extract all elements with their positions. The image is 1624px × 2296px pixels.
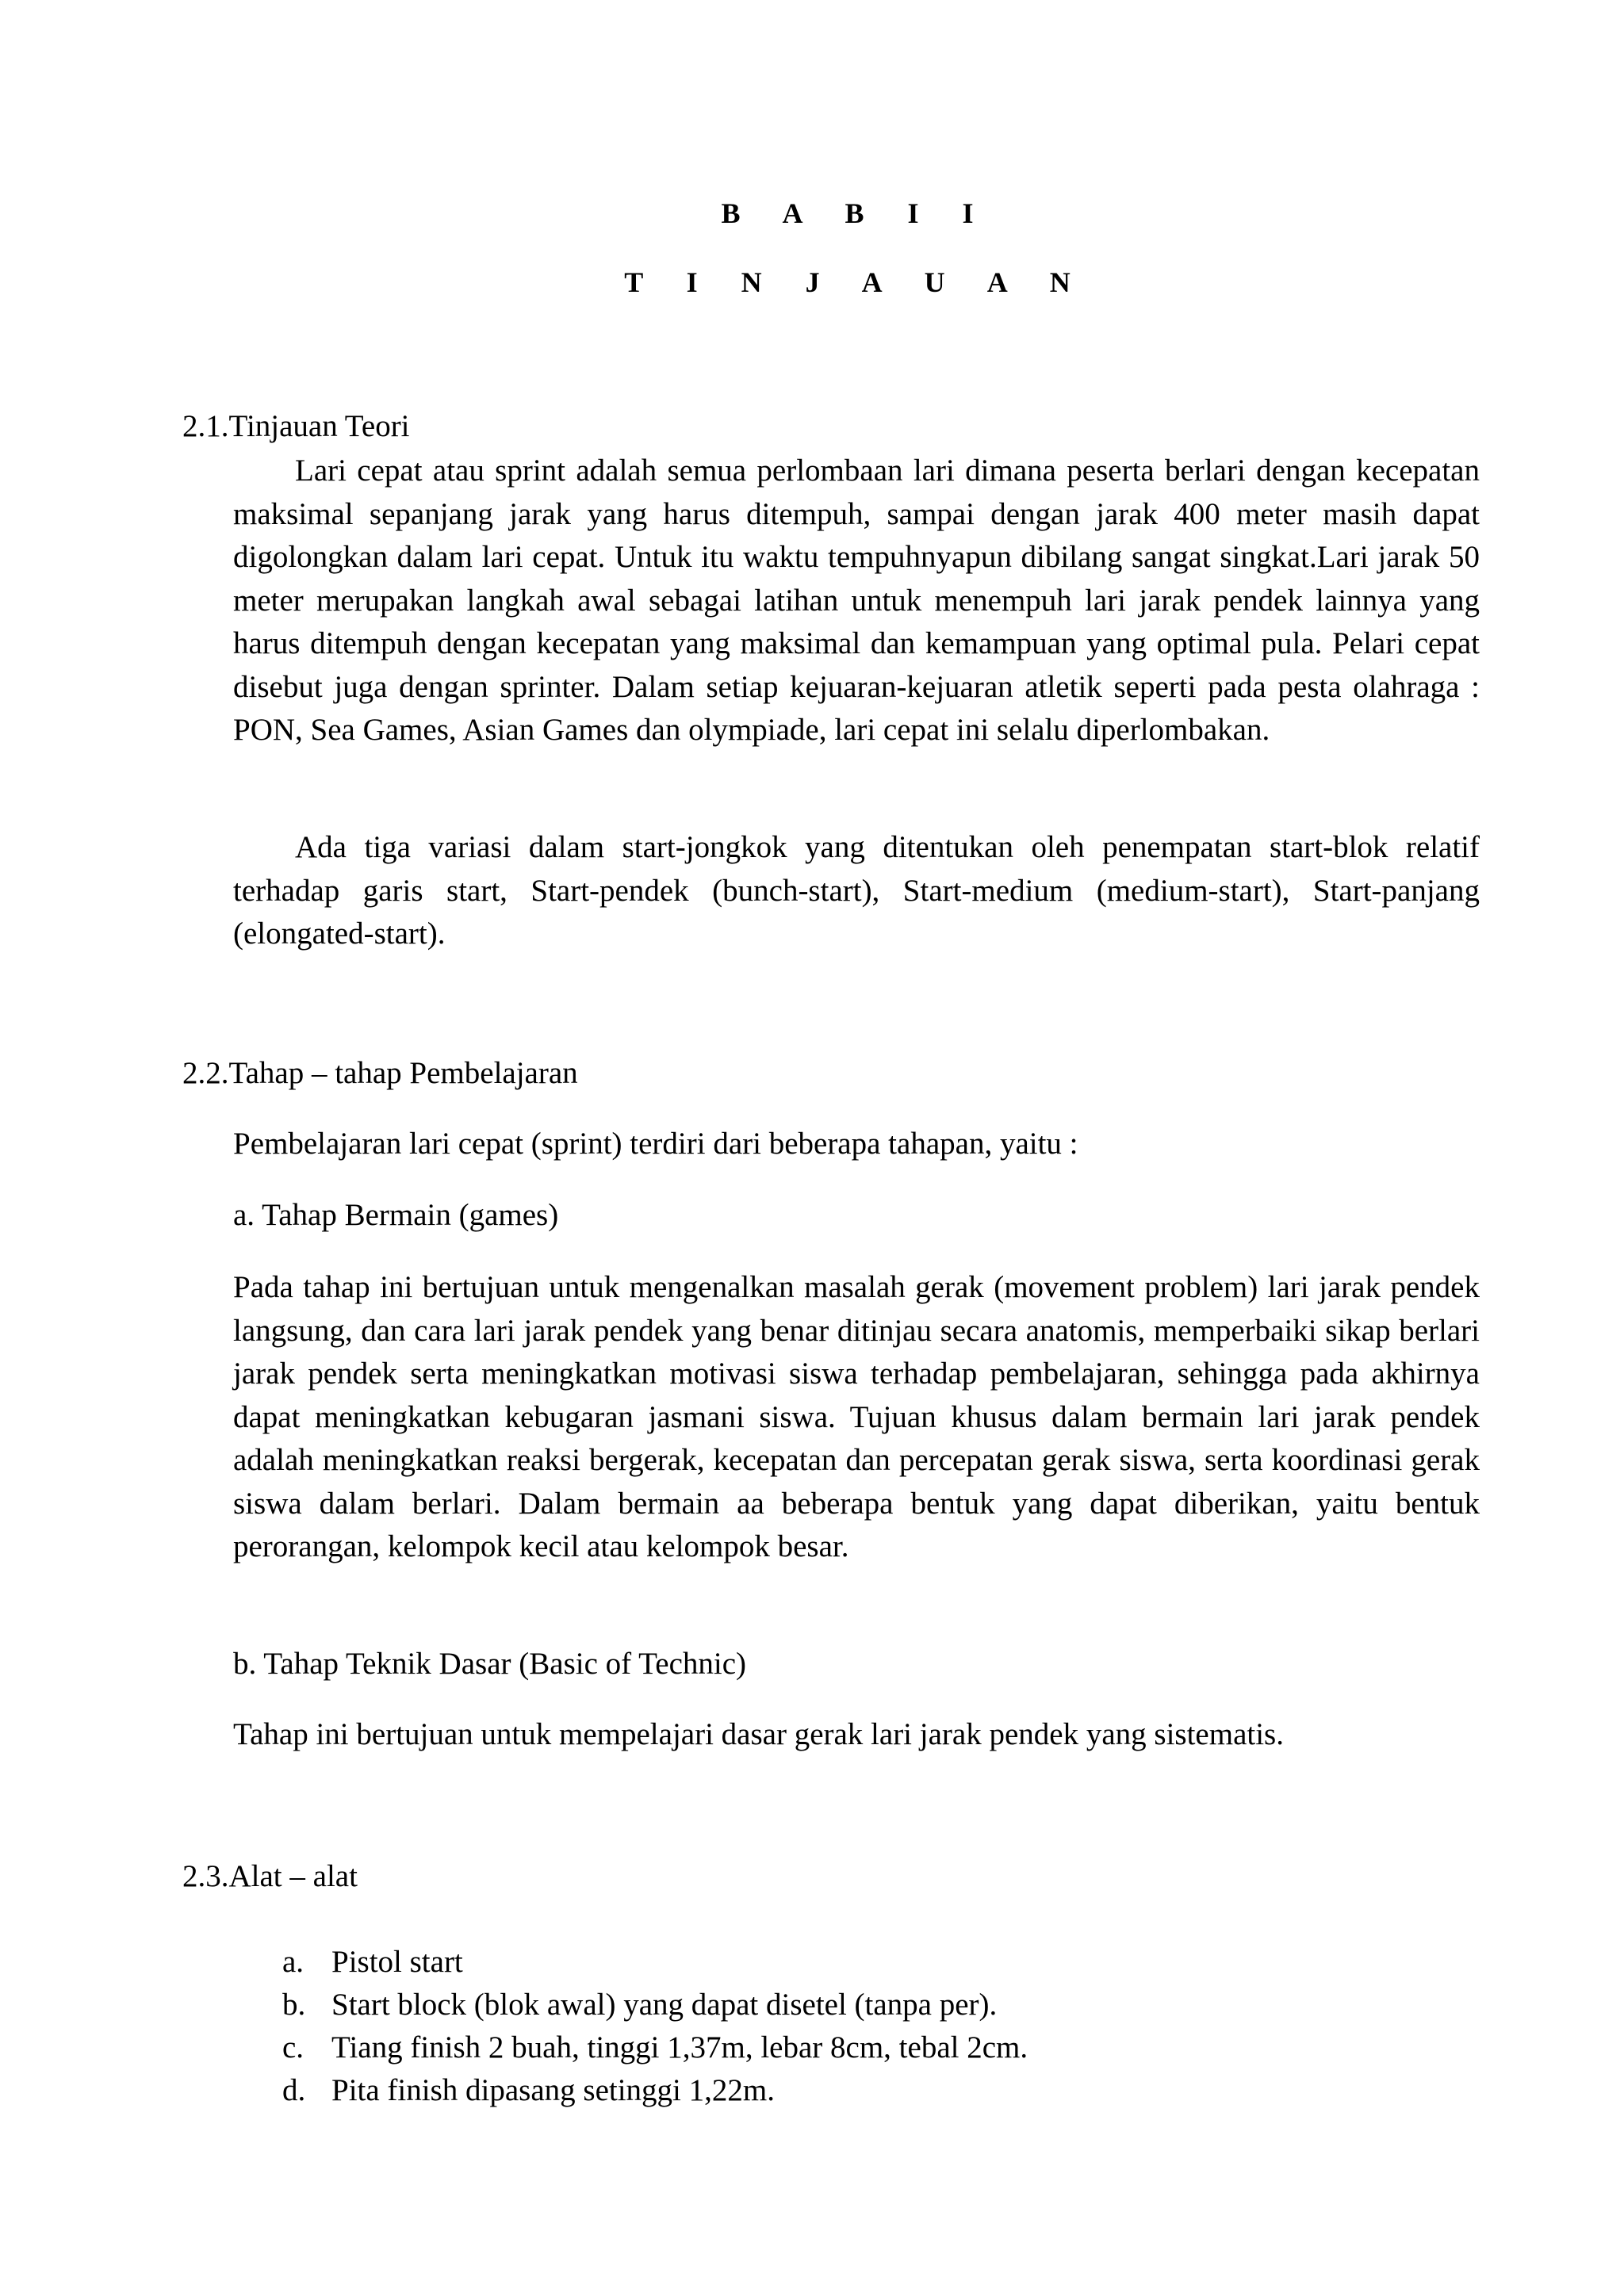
list-item-text: Start block (blok awal) yang dapat disetel (tanpa per). [331,1988,998,2022]
list-item-marker: c. [282,2030,304,2064]
section-2-2-title: 2.2.Tahap – tahap Pembelajaran [182,1056,578,1090]
section-2-1-paragraph-1: Lari cepat atau sprint adalah semua perlombaan lari dimana peserta berlari dengan kecepatan maksimal sepanjang jarak yang harus ditempuh, sampai dengan jarak 400 meter masih dapat digolongkan dalam lari cepat. Untuk itu waktu tempuhnyapun dibilang sangat singkat.Lari jarak 50 meter merupakan langkah awal sebagai latihan untuk menempuh lari jarak pendek lainnya yang harus ditempuh dengan kecepatan yang maksimal dan kemampuan yang optimal pula. Pelari cepat disebut juga dengan sprinter. Dalam setiap kejuaran-kejuaran atletik seperti pada pesta olahraga : PON, Sea Games, Asian Games dan olympiade, lari cepat ini selalu diperlombakan. [233,453,1480,747]
list-item-marker: d. [282,2073,306,2107]
section-2-1-paragraph-2: Ada tiga variasi dalam start-jongkok yang ditentukan oleh penempatan start-blok relatif terhadap garis start, Start-pendek (bunch-start), Start-medium (medium-start), Start-panjang (elongated-start). [233,830,1480,951]
list-item-marker: b. [282,1988,306,2022]
section-2-2-intro: Pembelajaran lari cepat (sprint) terdiri dari beberapa tahapan, yaitu : [233,1127,1078,1161]
section-2-1-title: 2.1.Tinjauan Teori [182,409,410,443]
list-item [282,1986,997,2024]
subsection-a-title: a. Tahap Bermain (games) [233,1198,559,1232]
list-item-text: Pistol start [331,1945,463,1979]
list-item [282,2029,1028,2067]
list-item [282,1943,463,1981]
subsection-b-text: Tahap ini bertujuan untuk mempelajari dasar gerak lari jarak pendek yang sistematis. [233,1717,1284,1751]
list-item [282,2072,775,2110]
list-item-marker: a. [282,1945,304,1979]
chapter-title: T I N J A U A N [624,266,1089,298]
list-item-text: Pita finish dipasang setinggi 1,22m. [331,2073,775,2107]
subsection-b-title: b. Tahap Teknik Dasar (Basic of Technic) [233,1647,747,1681]
section-2-3-title: 2.3.Alat – alat [182,1859,358,1893]
chapter-number: B A B I I [721,197,992,229]
list-item-text: Tiang finish 2 buah, tinggi 1,37m, lebar 8cm, tebal 2cm. [331,2030,1028,2064]
subsection-a-text: Pada tahap ini bertujuan untuk mengenalkan masalah gerak (movement problem) lari jarak pendek langsung, dan cara lari jarak pendek yang benar ditinjau secara anatomis, memperbaiki sikap berlari jarak pendek serta meningkatkan motivasi siswa terhadap pembelajaran, sehingga pada akhirnya dapat meningkatkan kebugaran jasmani siswa. Tujuan khusus dalam bermain lari jarak pendek adalah meningkatkan reaksi bergerak, kecepatan dan percepatan gerak siswa, serta koordinasi gerak siswa dalam berlari. Dalam bermain aa beberapa bentuk yang dapat diberikan, yaitu bentuk perorangan, kelompok kecil atau kelompok besar. [233,1270,1480,1563]
